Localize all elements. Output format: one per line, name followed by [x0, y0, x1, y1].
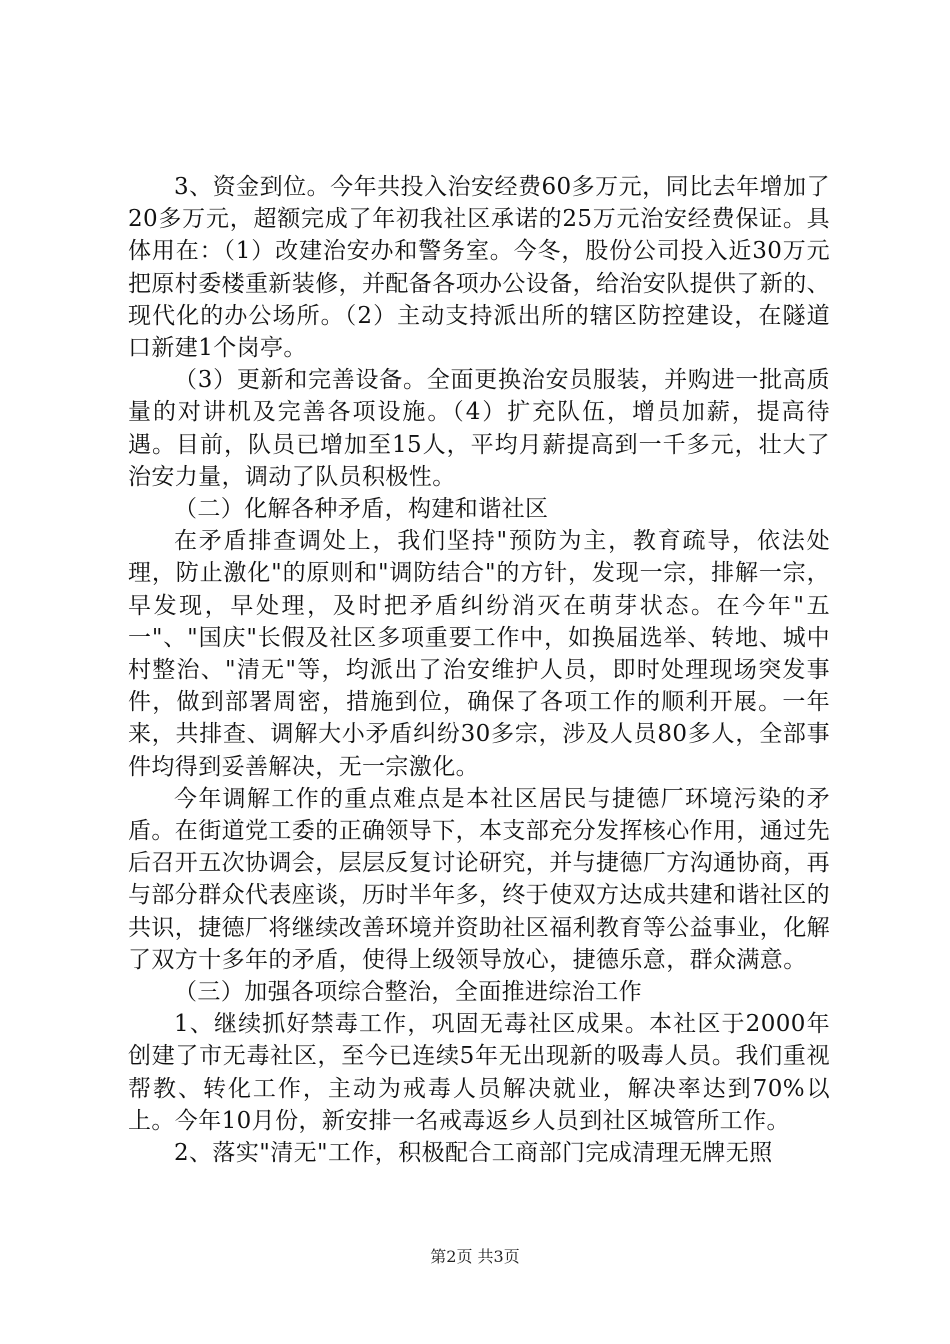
paragraph-equipment: （3）更新和完善设备。全面更换治安员服装，并购进一批高质量的对讲机及完善各项设施。（4）扩充队伍，增员加薪，提高待遇。目前，队员已增加至15人，平均月薪提高到一千多元，壮大了治安力量，调动了队员积极性。 — [128, 367, 830, 490]
paragraph-funding: 3、资金到位。今年共投入治安经费60多万元，同比去年增加了20多万元，超额完成了年初我社区承诺的25万元治安经费保证。具体用在：（1）改建治安办和警务室。今冬，股份公司投入近30万元把原村委楼重新装修，并配备各项办公设备，给治安队提供了新的、现代化的办公场所。（2）主动支持派出所的辖区防控建设，在隧道口新建1个岗亭。 — [128, 174, 830, 362]
paragraph-conflict-mediation: 在矛盾排查调处上，我们坚持"预防为主，教育疏导，依法处理，防止激化"的原则和"调防结合"的方针，发现一宗，排解一宗，早发现，早处理，及时把矛盾纠纷消灭在萌芽状态。在今年"五一"、"国庆"长假及社区多项重要工作中，如换届选举、转地、城中村整治、"清无"等，均派出了治安维护人员，即时处理现场突发事件，做到部署周密，措施到位，确保了各项工作的顺利开展。一年来，共排查、调解大小矛盾纠纷30多宗，涉及人员80多人，全部事件均得到妥善解决，无一宗激化。 — [128, 528, 830, 780]
section-heading-2: （二）化解各种矛盾，构建和谐社区 — [174, 496, 549, 523]
section-heading-3: （三）加强各项综合整治，全面推进综治工作 — [174, 979, 642, 1006]
paragraph-cleanup: 2、落实"清无"工作，积极配合工商部门完成清理无牌无照 — [174, 1140, 773, 1167]
page-number-footer: 第2页 共3页 — [430, 1247, 520, 1266]
document-body — [128, 171, 830, 1169]
paragraph-pollution-dispute: 今年调解工作的重点难点是本社区居民与捷德厂环境污染的矛盾。在街道党工委的正确领导下，本支部充分发挥核心作用，通过先后召开五次协调会，层层反复讨论研究，并与捷德厂方沟通协商，再与部分群众代表座谈，历时半年多，终于使双方达成共建和谐社区的共识，捷德厂将继续改善环境并资助社区福利教育等公益事业，化解了双方十多年的矛盾，使得上级领导放心，捷德乐意，群众满意。 — [128, 785, 830, 973]
paragraph-drug-control: 1、继续抓好禁毒工作，巩固无毒社区成果。本社区于2000年创建了市无毒社区，至今已连续5年无出现新的吸毒人员。我们重视帮教、转化工作，主动为戒毒人员解决就业，解决率达到70%以上。今年10月份，新安排一名戒毒返乡人员到社区城管所工作。 — [128, 1011, 830, 1134]
